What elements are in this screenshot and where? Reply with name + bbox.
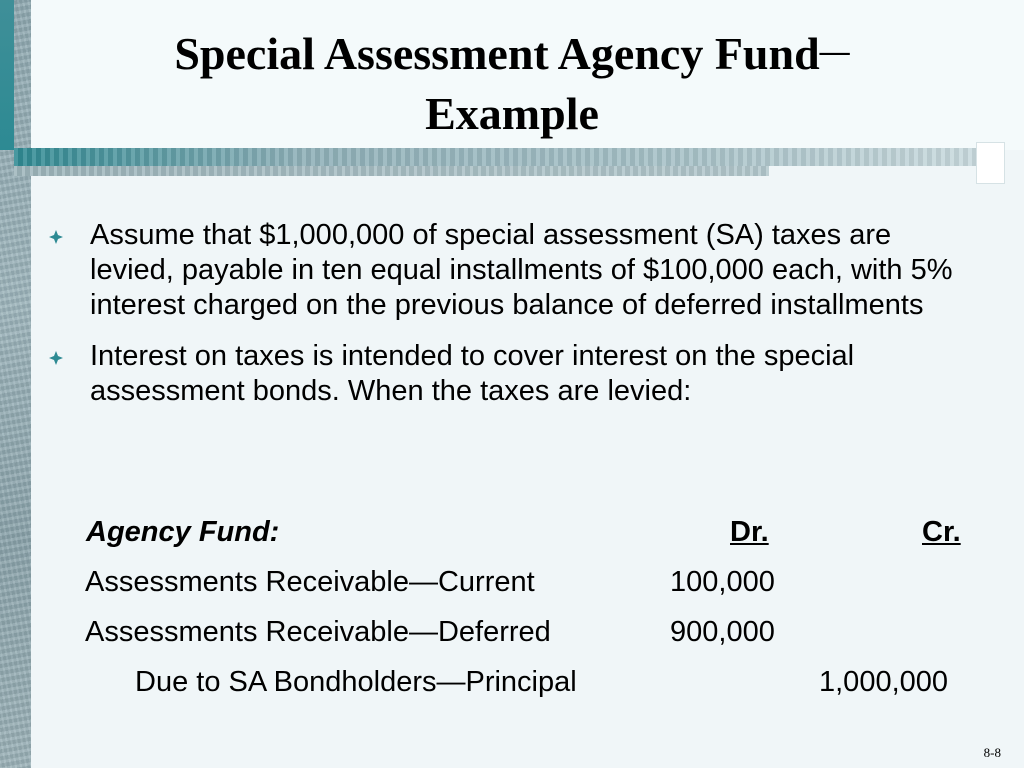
journal-header-label: Agency Fund:	[86, 516, 280, 548]
title-divider-lower	[14, 166, 769, 176]
bullet-item	[48, 218, 968, 323]
journal-account: Assessments Receivable—Current	[85, 566, 535, 598]
bullet-text: Assume that $1,000,000 of special assessment (SA) taxes are levied, payable in ten equal installments of $100,000 each, with 5% interest charged on the previous balance of deferred installments	[90, 219, 953, 321]
journal-account: Due to SA Bondholders—Principal	[135, 666, 577, 698]
diamond-bullet-icon	[48, 229, 64, 245]
title-dash: —	[819, 35, 850, 68]
journal-account: Assessments Receivable—Deferred	[85, 616, 551, 648]
slide-number: 8-8	[983, 745, 1001, 760]
journal-debit: 900,000	[670, 616, 775, 648]
bullet-text: Interest on taxes is intended to cover interest on the special assessment bonds. When the taxes are levied:	[90, 340, 855, 407]
title-divider	[14, 148, 976, 166]
journal-credit: 1,000,000	[819, 666, 949, 698]
credit-column-header: Cr.	[922, 516, 961, 548]
journal-debit: 100,000	[670, 566, 775, 598]
bullet-list	[48, 218, 968, 425]
teal-accent-bar	[0, 0, 14, 150]
diamond-bullet-icon	[48, 350, 64, 366]
title-line-1: Special Assessment Agency Fund	[174, 28, 820, 79]
title-line-2: Example	[425, 88, 599, 139]
divider-end-tab	[976, 142, 1005, 184]
debit-column-header: Dr.	[730, 516, 769, 548]
bullet-item	[48, 339, 968, 409]
slide-title	[31, 22, 993, 144]
